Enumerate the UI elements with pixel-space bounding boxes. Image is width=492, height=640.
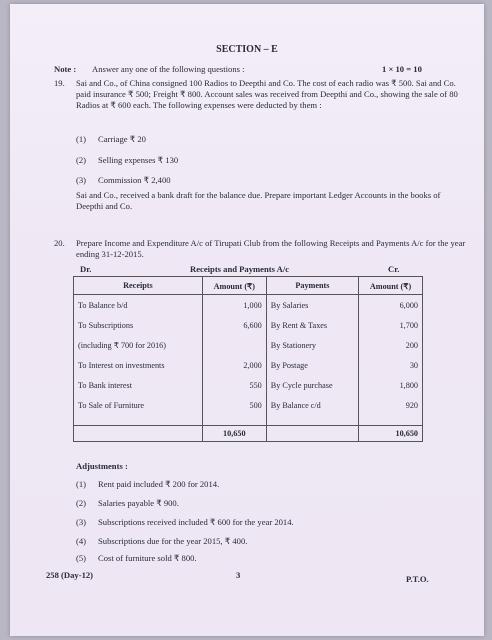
adjustment-num: (1) [76, 479, 87, 489]
receipt-amount: 550 [202, 375, 266, 395]
table-row [74, 335, 423, 355]
table-row [74, 295, 423, 316]
payment-item: By Salaries [266, 295, 358, 316]
table-total-row [74, 426, 423, 442]
payment-item: By Postage [266, 355, 358, 375]
note-text: Answer any one of the following questions : [92, 64, 245, 74]
table-header-row [74, 277, 423, 295]
payment-amount: 920 [359, 395, 423, 415]
header-amount: Amount (₹) [202, 277, 266, 295]
receipt-item: To Bank interest [74, 375, 203, 395]
payment-item: By Balance c/d [266, 395, 358, 415]
payment-amount: 6,000 [359, 295, 423, 316]
receipt-amount: 2,000 [202, 355, 266, 375]
q19-expense-num: (1) [76, 134, 87, 144]
adjustment-text: Rent paid included ₹ 200 for 2014. [98, 479, 220, 489]
table-blank-row [74, 415, 423, 426]
adjustment-text: Salaries payable ₹ 900. [98, 498, 179, 508]
exam-page [10, 4, 484, 636]
receipt-amount: 500 [202, 395, 266, 415]
payments-total: 10,650 [359, 426, 423, 442]
q20-number: 20. [54, 238, 65, 248]
page-number: 3 [236, 570, 241, 580]
adjustment-text: Cost of furniture sold ₹ 800. [98, 553, 197, 563]
pto-label: P.T.O. [406, 574, 429, 584]
header-payments: Payments [266, 277, 358, 295]
payment-amount: 1,800 [359, 375, 423, 395]
receipt-amount [202, 335, 266, 355]
payment-amount: 1,700 [359, 315, 423, 335]
q19-expense-text: Carriage ₹ 20 [98, 134, 146, 144]
q20-intro: Prepare Income and Expenditure A/c of Tirupati Club from the following Receipts and Payments A/c for the year ending 31-12-2015. [76, 238, 466, 259]
receipt-item: (including ₹ 700 for 2016) [74, 335, 203, 355]
payment-item: By Rent & Taxes [266, 315, 358, 335]
q19-expense-num: (3) [76, 175, 87, 185]
paper-code: 258 (Day-12) [46, 570, 94, 580]
q19-closing: Sai and Co., received a bank draft for the balance due. Prepare important Ledger Accounts in the books of Deepthi and Co. [76, 190, 441, 211]
table-row [74, 315, 423, 335]
receipt-item: To Sale of Furniture [74, 395, 203, 415]
payment-item: By Cycle purchase [266, 375, 358, 395]
header-amount: Amount (₹) [359, 277, 423, 295]
marks-label: 1 × 10 = 10 [382, 64, 422, 74]
receipt-item: To Interest on investments [74, 355, 203, 375]
q19-number: 19. [54, 78, 65, 88]
q19-expense-text: Commission ₹ 2,400 [98, 175, 171, 185]
q19-expense-text: Selling expenses ₹ 130 [98, 155, 179, 165]
adjustment-num: (4) [76, 536, 87, 546]
adjustment-text: Subscriptions due for the year 2015, ₹ 400. [98, 536, 248, 546]
adjustment-text: Subscriptions received included ₹ 600 for the year 2014. [98, 517, 294, 527]
adjustment-num: (2) [76, 498, 87, 508]
adjustments-title: Adjustments : [76, 461, 128, 471]
receipt-item: To Subscriptions [74, 315, 203, 335]
table-dr-label: Dr. [80, 264, 92, 274]
adjustment-num: (5) [76, 553, 87, 563]
table-row [74, 395, 423, 415]
adjustment-num: (3) [76, 517, 87, 527]
header-receipts: Receipts [74, 277, 203, 295]
table-cr-label: Cr. [388, 264, 400, 274]
receipt-amount: 6,600 [202, 315, 266, 335]
receipts-payments-table [73, 276, 423, 442]
receipts-total: 10,650 [202, 426, 266, 442]
table-title: Receipts and Payments A/c [190, 264, 290, 274]
table-row [74, 355, 423, 375]
q19-expense-num: (2) [76, 155, 87, 165]
receipt-amount: 1,000 [202, 295, 266, 316]
payment-amount: 30 [359, 355, 423, 375]
receipt-item: To Balance b/d [74, 295, 203, 316]
note-label: Note : [54, 64, 77, 74]
q19-intro: Sai and Co., of China consigned 100 Radios to Deepthi and Co. The cost of each radio was ₹ 500. Sai and Co. paid insurance ₹ 500; Freight ₹ 800. Account sales was received from Deepthi and Co., showing the sale of 80 Radios at ₹ 600 each. The following expenses were deducted by them : [76, 78, 458, 110]
payment-amount: 200 [359, 335, 423, 355]
table-row [74, 375, 423, 395]
payment-item: By Stationery [266, 335, 358, 355]
section-title: SECTION – E [216, 44, 278, 55]
